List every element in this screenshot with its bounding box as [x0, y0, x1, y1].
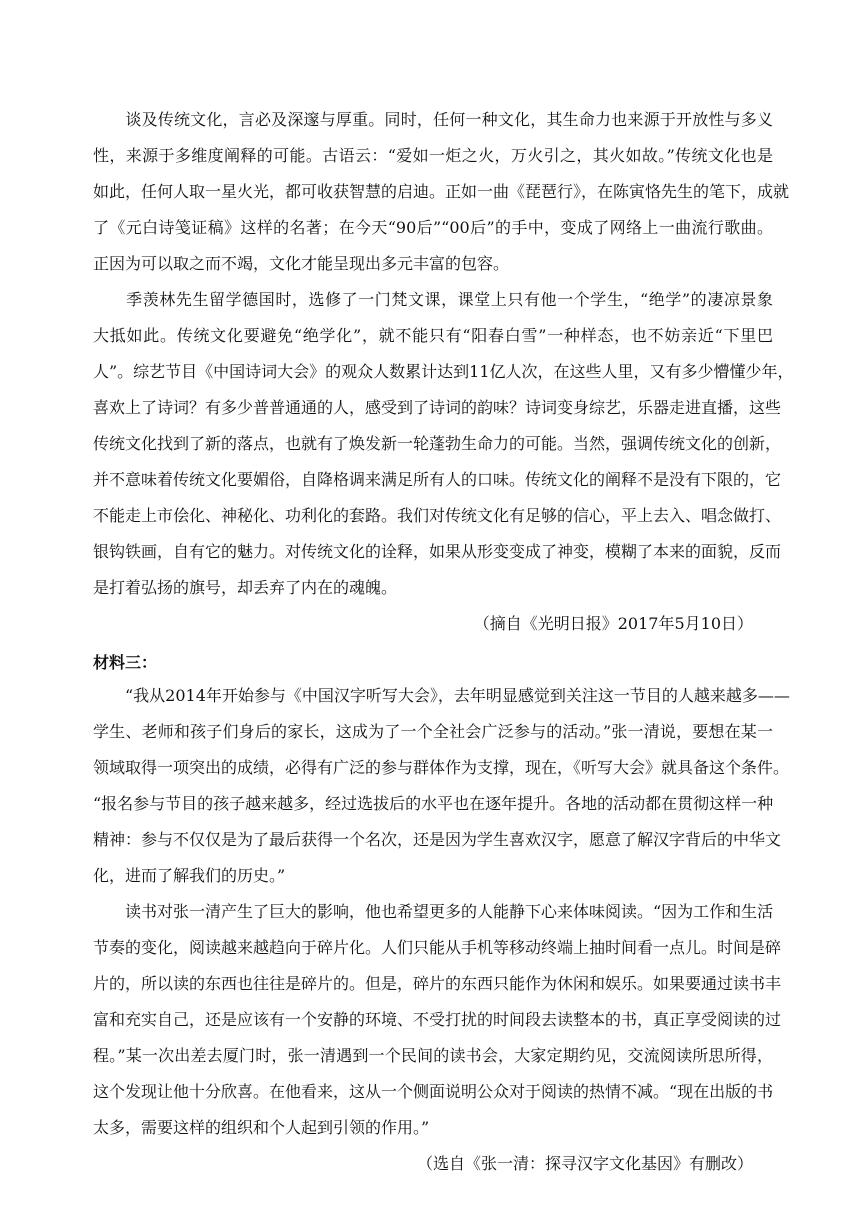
section-heading-material-3: 材料三：	[93, 653, 158, 672]
source-citation-1: （摘自《光明日报》2017年5月10日）	[473, 614, 753, 633]
paragraph-1-line: 正因为可以取之而不竭，文化才能呈现出多元丰富的包容。	[93, 254, 510, 273]
paragraph-1-line: 了《元白诗笺证稿》这样的名著；在今天“90后”“00后”的手中，变成了网络上一曲流行歌曲。	[93, 218, 773, 237]
paragraph-3-line: 精神：参与不仅仅是为了最后获得一个名次，还是因为学生喜欢汉字，愿意了解汉字背后的中华文	[93, 830, 782, 849]
paragraph-3-line: 领域取得一项突出的成绩，必得有广泛的参与群体作为支撑，现在，《听写大会》就具备这个条件。	[93, 758, 790, 777]
paragraph-2-line: 大抵如此。传统文化要避免“绝学化”，就不能只有“阳春白雪”一种样态，也不妨亲近“下里巴	[93, 326, 773, 345]
paragraph-2-line: 银钩铁画，自有它的魅力。对传统文化的诠释，如果从形变变成了神变，模糊了本来的面貌，反而	[93, 542, 782, 561]
paragraph-3-line: 化，进而了解我们的历史。”	[93, 866, 286, 885]
paragraph-4-line: 片的，所以读的东西也往往是碎片的。但是，碎片的东西只能作为休闲和娱乐。如果要通过读书丰	[93, 974, 782, 993]
paragraph-4-line: 富和充实自己，还是应该有一个安静的环境、不受打扰的时间段去读整本的书，真正享受阅读的过	[93, 1010, 782, 1029]
paragraph-3-line: “报名参与节目的孩子越来越多，经过选拔后的水平也在逐年提升。各地的活动都在贯彻这样一种	[93, 794, 774, 813]
paragraph-2-line: 并不意味着传统文化要媚俗，自降格调来满足所有人的口味。传统文化的阐释不是没有下限的，它	[93, 470, 782, 489]
paragraph-2-line: 季羡林先生留学德国时，选修了一门梵文课，课堂上只有他一个学生，“绝学”的凄凉景象	[93, 290, 773, 309]
paragraph-1-line: 谈及传统文化，言必及深邃与厚重。同时，任何一种文化，其生命力也来源于开放性与多义	[93, 110, 773, 129]
paragraph-2-line: 是打着弘扬的旗号，却丢弃了内在的魂魄。	[93, 578, 398, 597]
paragraph-3-line: “我从2014年开始参与《中国汉字听写大会》，去年明显感觉到关注这一节目的人越来越多——	[93, 686, 790, 705]
paragraph-4-line: 节奏的变化，阅读越来越趋向于碎片化。人们只能从手机等移动终端上抽时间看一点儿。时间是碎	[93, 938, 782, 957]
paragraph-2-line: 人”。综艺节目《中国诗词大会》的观众人数累计达到11亿人次，在这些人里，又有多少懵懂少年，	[93, 362, 794, 381]
paragraph-4-line: 读书对张一清产生了巨大的影响，他也希望更多的人能静下心来体味阅读。“因为工作和生活	[93, 902, 774, 921]
paragraph-2-line: 传统文化找到了新的落点，也就有了焕发新一轮蓬勃生命力的可能。当然，强调传统文化的创新，	[93, 434, 782, 453]
paragraph-3-line: 学生、老师和孩子们身后的家长，这成为了一个全社会广泛参与的活动。”张一清说，要想在某一	[93, 722, 773, 741]
paragraph-4-line: 程。”某一次出差去厦门时，张一清遇到一个民间的读书会，大家定期约见，交流阅读所思所得，	[93, 1046, 773, 1065]
paragraph-4-line: 太多，需要这样的组织和个人起到引领的作用。”	[93, 1118, 430, 1137]
paragraph-1-line: 性，来源于多维度阐释的可能。古语云：“爱如一炬之火，万火引之，其火如故。”传统文化也是	[93, 146, 773, 165]
paragraph-2-line: 喜欢上了诗词？有多少普普通通的人，感受到了诗词的韵味？诗词变身综艺，乐器走进直播，这些	[93, 398, 782, 417]
paragraph-1-line: 如此，任何人取一星火光，都可收获智慧的启迪。正如一曲《琵琶行》，在陈寅恪先生的笔下，成就	[93, 182, 790, 201]
source-citation-2: （选自《张一清：探寻汉字文化基因》有删改）	[416, 1154, 753, 1173]
paragraph-4-line: 这个发现让他十分欣喜。在他看来，这从一个侧面说明公众对于阅读的热情不减。“现在出版的书	[93, 1082, 774, 1101]
paragraph-2-line: 不能走上市侩化、神秘化、功利化的套路。我们对传统文化有足够的信心，平上去入、唱念做打、	[93, 506, 782, 525]
